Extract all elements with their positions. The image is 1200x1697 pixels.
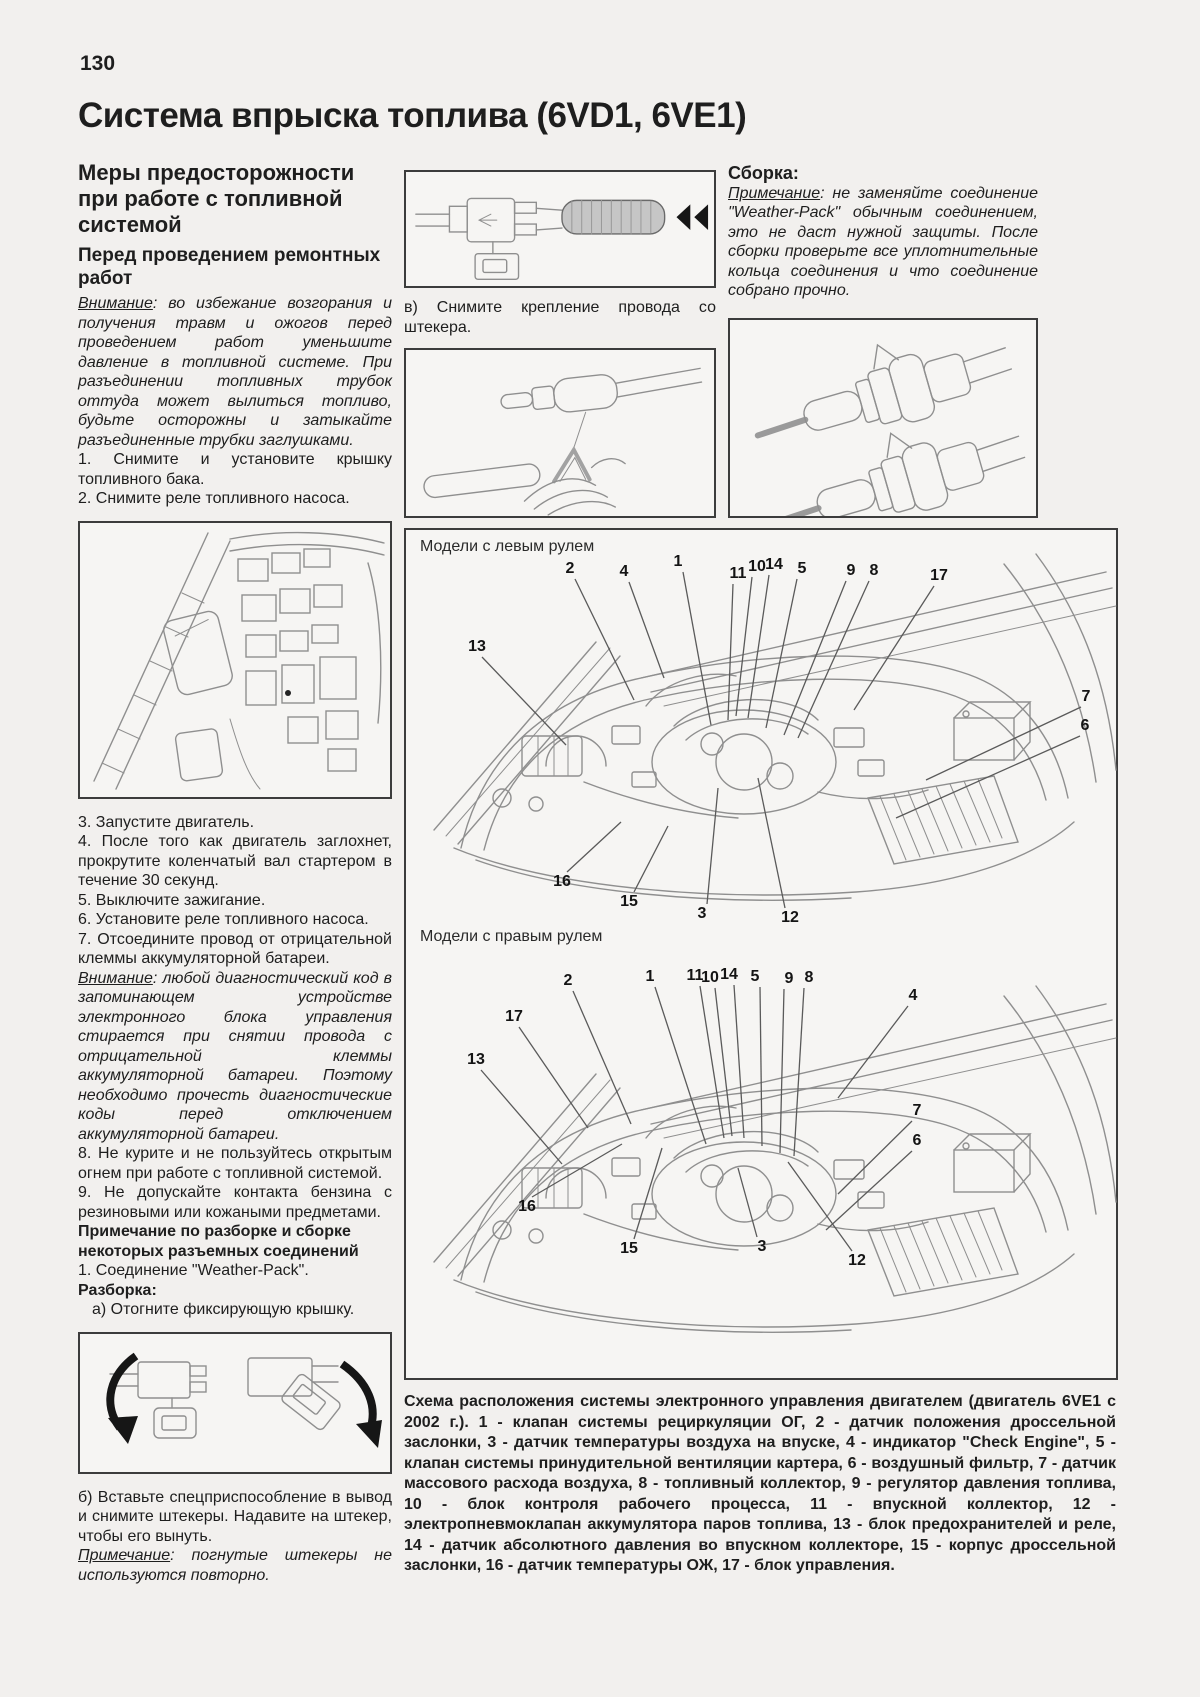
svg-text:1: 1 [673,553,683,570]
procedure-step: 5. Выключите зажигание. [78,891,266,909]
diagram-lhd-callouts-group [468,553,1090,926]
svg-text:9: 9 [846,562,856,579]
procedure-step-b: б) Вставьте спецприспособление в вывод и снимите штекеры. Надавите на штекер, чтобы его вынуть. [78,1488,392,1545]
diagram-caption: Схема расположения системы электронного управления двигателем (двигатель 6VE1 с 2002 г.). 1 - клапан системы рециркуляции ОГ, 2 - датчик положения дроссельной заслонки, 3 - датчик температуры воздуха на впуске, 4 - индикатор "Check Engine", 5 - клапан системы принудительной вентиляции картера, 6 - воздушный фильтр, 7 - датчик массового расхода воздуха, 8 - топливный коллектор, 9 - регулятор давления топлива, 10 - блок контроля рабочего процесса, 11 - впускной коллектор, 12 - электропневмоклапан аккумулятора паров топлива, 13 - блок предохранителей и реле, 14 - датчик абсолютного давления во впускном коллекторе, 15 - корпус дроссельной заслонки, 16 - датчик температуры ОЖ, 17 - блок управления. [404,1393,1116,1574]
procedure-step: 7. Отсоедините провод от отрицательной клеммы аккумуляторной батареи. [78,930,392,967]
procedure-step: 1. Снимите и установите крышку топливного бака. [78,451,392,488]
assembled-connector-figure [728,318,1038,518]
procedure-step: 2. Снимите реле топливного насоса. [78,490,350,507]
svg-text:1: 1 [645,968,655,985]
subsection-heading: Перед проведением ремонтных работ [78,245,381,289]
svg-text:3: 3 [757,1238,767,1255]
fuse-relay-box-figure [78,521,392,799]
procedure-step-a: а) Отогните фиксирующую крышку. [92,1301,355,1318]
curved-arrow-right-icon [342,1364,382,1448]
svg-text:17: 17 [505,1008,523,1025]
connector-release-figure [78,1332,392,1474]
svg-text:4: 4 [619,563,629,580]
terminal-tool-drawing [406,350,714,516]
svg-text:11: 11 [686,967,704,984]
diagram-rhd-callouts-group [467,966,921,1269]
svg-text:9: 9 [784,970,794,987]
diagram-lhd-svg [406,530,1120,940]
reuse-note: Примечание: погнутые штекеры не используются повторно. [78,1547,392,1584]
svg-text:12: 12 [781,909,799,926]
note-label: Примечание [728,184,821,202]
svg-text:5: 5 [797,560,807,577]
page-number: 130 [80,52,116,75]
fuse-relay-box-drawing [80,523,390,797]
procedure-step: 4. После того как двигатель заглохнет, прокрутите коленчатый вал стартером в течение 30 секунд. [78,833,392,889]
weather-pack-figure [404,170,716,288]
diagram-rhd-svg [406,946,1120,1382]
svg-text:7: 7 [1081,688,1091,705]
svg-text:8: 8 [804,969,814,986]
note-label: Примечание [78,1547,171,1564]
svg-text:13: 13 [468,638,486,655]
section-heading: Меры предосторожности при работе с топливной системой [78,160,355,237]
svg-text:16: 16 [553,873,571,890]
svg-text:14: 14 [720,966,738,983]
procedure-step: 3. Запустите двигатель. [78,813,255,831]
arrow-left-icon [676,204,690,230]
note-heading: Примечание по разборке и сборке некоторых разъемных соединений [78,1223,359,1260]
svg-text:13: 13 [467,1051,485,1068]
warning-note-2: Внимание: любой диагностический код в запоминающем устройстве электронного блока управления стирается при снятии провода с отрицательной клеммы аккумуляторной батареи. Поэтому необходимо прочесть диагностические коды перед отключением аккумуляторной батареи. [78,969,392,1143]
page-title: Система впрыска топлива (6VD1, 6VE1) [78,96,747,135]
svg-text:3: 3 [697,905,707,922]
svg-text:15: 15 [620,893,638,910]
svg-text:6: 6 [1080,717,1090,734]
svg-text:11: 11 [729,565,747,582]
svg-text:12: 12 [848,1252,866,1269]
warning-label: Внимание [78,295,153,312]
warning-label: Внимание [78,969,153,987]
assembled-connector-drawing [730,320,1036,516]
engine-diagrams-box [404,528,1118,1380]
svg-text:15: 15 [620,1240,638,1257]
weather-pack-drawing [406,172,714,286]
svg-text:16: 16 [518,1198,536,1215]
svg-text:10: 10 [748,558,766,575]
assembly-note: Примечание: не заменяйте соединение "Weather-Pack" обычным соединением, это не даст нужной защиты. После сборки проверьте все уплотнительные кольца соединения и что соединение собрано прочно. [728,184,1038,299]
rhd-diagram-label: Модели с правым рулем [420,928,603,945]
arrow-left-icon [694,204,708,230]
connector-item: 1. Соединение "Weather-Pack". [78,1262,309,1279]
svg-text:2: 2 [565,560,575,577]
svg-text:2: 2 [563,972,573,989]
curved-arrow-left-icon [108,1356,138,1444]
disassembly-label: Разборка: [78,1281,157,1299]
procedure-step: 9. Не допускайте контакта бензина с резиновыми или кожаными предметами. [78,1184,392,1221]
right-column [728,164,1038,301]
svg-text:8: 8 [869,562,879,579]
procedure-step: 6. Установите реле топливного насоса. [78,911,369,928]
svg-text:7: 7 [912,1102,922,1119]
svg-text:4: 4 [908,987,918,1004]
svg-text:10: 10 [701,969,719,986]
lhd-diagram-label: Модели с левым рулем [420,538,595,555]
terminal-tool-figure [404,348,716,518]
assembly-label: Сборка: [728,163,799,183]
svg-text:5: 5 [750,968,760,985]
svg-text:14: 14 [765,556,783,573]
connector-release-drawing [80,1334,390,1472]
warning-note-1: Внимание: во избежание возгорания и получения травм и ожогов перед проведением работ уменьшите давление в топливной системе. При разъединении топливных трубок оттуда может вылиться топливо, будьте осторожны и затыкайте разъединенные трубки заглушками. [78,295,392,449]
procedure-step-v: в) Снимите крепление провода со штекера. [404,299,716,336]
svg-text:17: 17 [930,567,948,584]
procedure-step: 8. Не курите и не пользуйтесь открытым огнем при работе с топливной системой. [78,1145,392,1182]
svg-text:6: 6 [912,1132,922,1149]
left-column [78,160,392,1585]
